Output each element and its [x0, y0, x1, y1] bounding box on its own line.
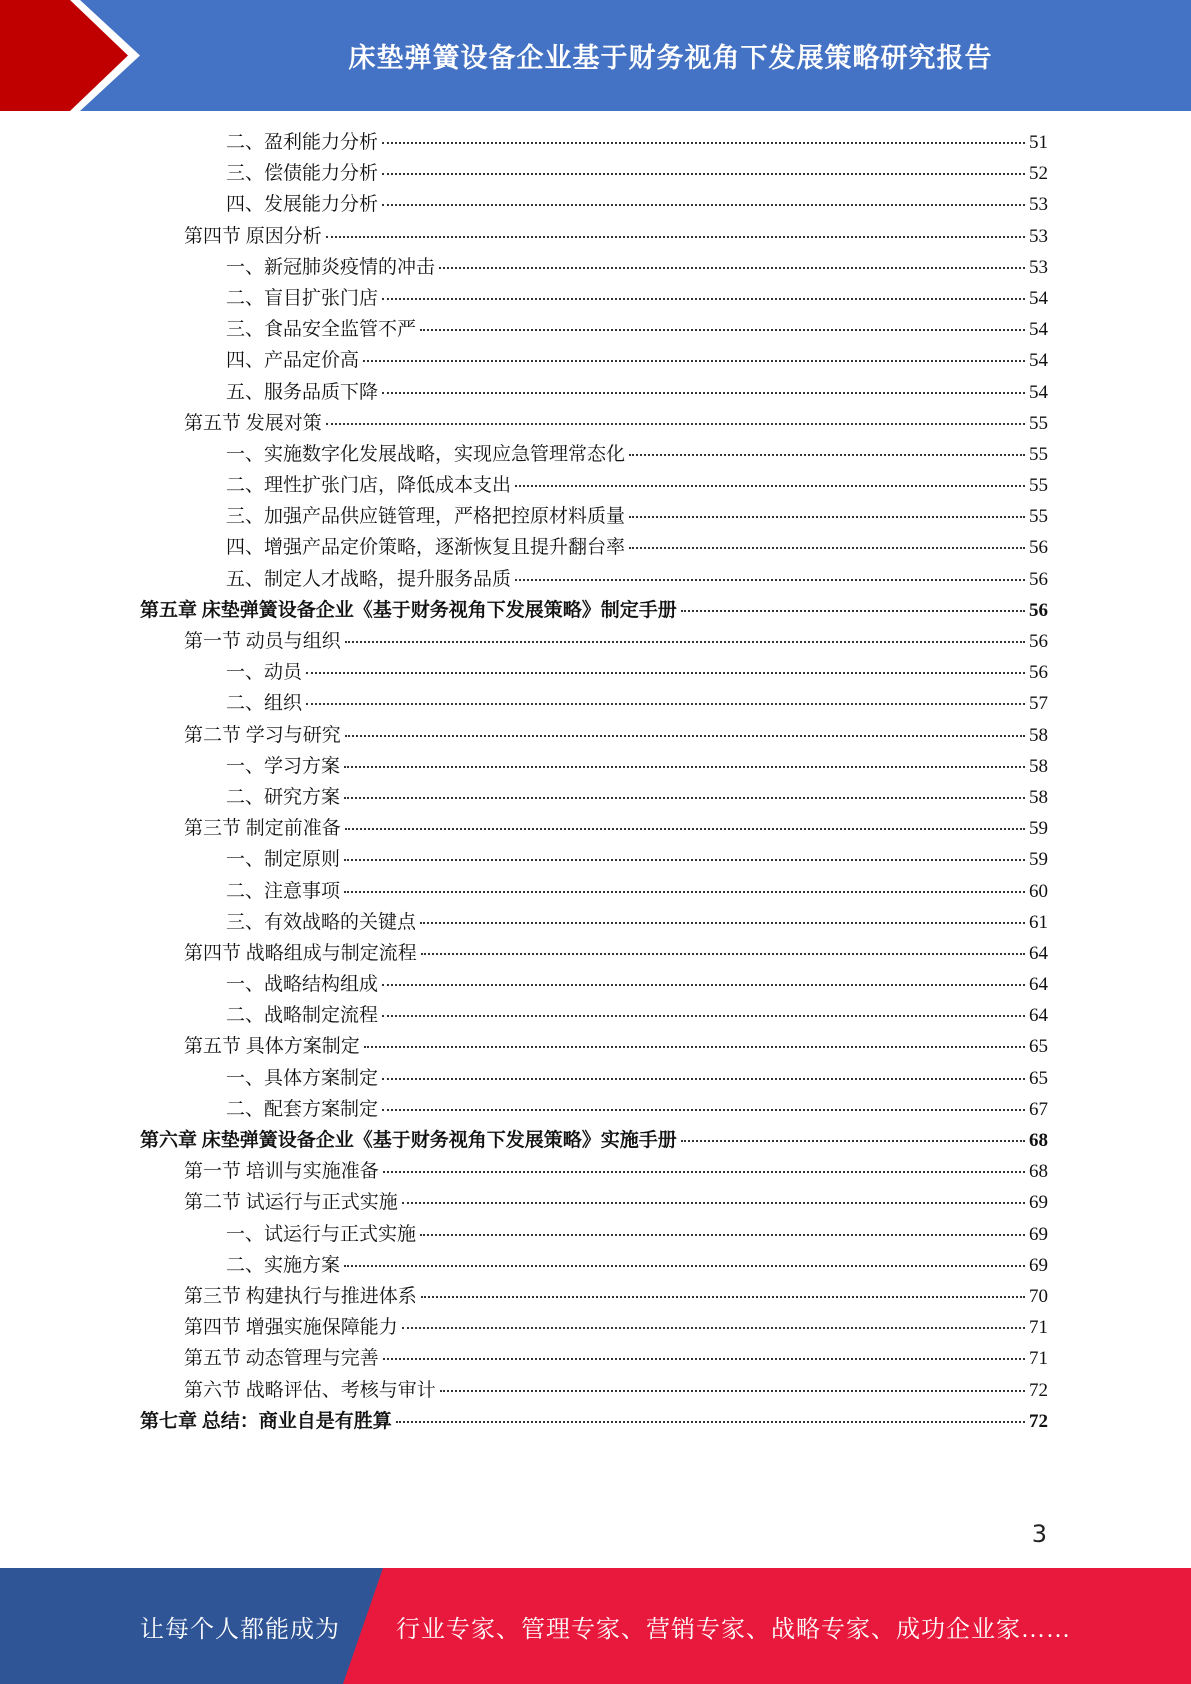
toc-section-entry[interactable]: [140, 1031, 1048, 1062]
toc-subsection-entry[interactable]: [140, 252, 1048, 283]
toc-entry-title: 第六章 床垫弹簧设备企业《基于财务视角下发展策略》实施手册: [140, 1130, 677, 1151]
toc-entry-page: 56: [1029, 631, 1048, 652]
toc-entry-title: 四、发展能力分析: [226, 194, 379, 216]
toc-subsection-entry[interactable]: [140, 501, 1048, 532]
toc-dot-leader: [382, 1015, 1025, 1017]
toc-dot-leader: [344, 797, 1025, 799]
toc-entry-title: 第三节 制定前准备: [184, 818, 341, 840]
toc-entry-title: 四、产品定价高: [226, 350, 360, 372]
toc-subsection-entry[interactable]: [140, 876, 1048, 907]
toc-subsection-entry[interactable]: [140, 283, 1048, 314]
toc-entry-title: 第一节 培训与实施准备: [184, 1161, 379, 1183]
toc-section-entry[interactable]: [140, 626, 1048, 657]
toc-dot-leader: [345, 641, 1025, 643]
toc-entry-title: 三、偿债能力分析: [226, 163, 379, 185]
toc-subsection-entry[interactable]: [140, 1063, 1048, 1094]
toc-dot-leader: [421, 953, 1025, 955]
toc-entry-page: 53: [1029, 256, 1048, 278]
toc-entry-title: 第六节 战略评估、考核与审计: [184, 1379, 436, 1401]
toc-entry-title: 第五节 动态管理与完善: [184, 1348, 379, 1370]
toc-subsection-entry[interactable]: [140, 127, 1048, 158]
toc-entry-page: 54: [1029, 350, 1048, 372]
toc-subsection-entry[interactable]: [140, 532, 1048, 563]
toc-dot-leader: [629, 454, 1025, 456]
toc-subsection-entry[interactable]: [140, 439, 1048, 470]
toc-dot-leader: [363, 360, 1025, 362]
toc-dot-leader: [439, 267, 1025, 269]
toc-entry-page: 64: [1029, 1005, 1048, 1027]
toc-dot-leader: [344, 891, 1025, 893]
toc-section-entry[interactable]: [140, 1343, 1048, 1374]
toc-subsection-entry[interactable]: [140, 907, 1048, 938]
toc-entry-title: 一、战略结构组成: [226, 974, 379, 996]
toc-dot-leader: [326, 423, 1025, 425]
toc-dot-leader: [515, 579, 1025, 581]
toc-entry-page: 68: [1029, 1130, 1048, 1151]
toc-section-entry[interactable]: [140, 938, 1048, 969]
toc-entry-title: 五、制定人才战略，提升服务品质: [226, 568, 512, 590]
toc-entry-title: 第四节 战略组成与制定流程: [184, 942, 417, 964]
toc-entry-page: 55: [1029, 475, 1048, 497]
toc-subsection-entry[interactable]: [140, 189, 1048, 220]
header-arrow-decoration: [0, 0, 160, 111]
toc-entry-page: 58: [1029, 786, 1048, 808]
toc-subsection-entry[interactable]: [140, 751, 1048, 782]
toc-entry-title: 二、研究方案: [226, 786, 341, 808]
toc-entry-page: 56: [1029, 662, 1048, 684]
toc-entry-title: 三、有效战略的关键点: [226, 911, 417, 933]
toc-entry-page: 56: [1029, 537, 1048, 559]
toc-dot-leader: [421, 1296, 1025, 1298]
toc-entry-title: 三、加强产品供应链管理，严格把控原材料质量: [226, 506, 626, 528]
toc-dot-leader: [681, 1140, 1025, 1142]
toc-dot-leader: [344, 859, 1025, 861]
toc-subsection-entry[interactable]: [140, 314, 1048, 345]
toc-entry-title: 二、注意事项: [226, 880, 341, 902]
toc-entry-title: 第二节 学习与研究: [184, 724, 341, 746]
toc-chapter-entry[interactable]: [140, 1125, 1048, 1156]
toc-entry-page: 65: [1029, 1036, 1048, 1058]
toc-entry-page: 55: [1029, 506, 1048, 528]
toc-dot-leader: [345, 828, 1025, 830]
toc-section-entry[interactable]: [140, 720, 1048, 751]
toc-entry-page: 54: [1029, 319, 1048, 341]
toc-entry-page: 68: [1029, 1161, 1048, 1183]
toc-entry-title: 一、具体方案制定: [226, 1067, 379, 1089]
toc-dot-leader: [344, 766, 1025, 768]
toc-subsection-entry[interactable]: [140, 1219, 1048, 1250]
toc-entry-title: 五、服务品质下降: [226, 381, 379, 403]
toc-subsection-entry[interactable]: [140, 158, 1048, 189]
toc-dot-leader: [382, 204, 1025, 206]
toc-entry-title: 二、理性扩张门店，降低成本支出: [226, 475, 512, 497]
document-title: 床垫弹簧设备企业基于财务视角下发展策略研究报告: [348, 43, 993, 74]
toc-entry-page: 69: [1029, 1223, 1048, 1245]
toc-entry-title: 二、盲目扩张门店: [226, 287, 379, 309]
toc-section-entry[interactable]: [140, 1375, 1048, 1406]
toc-entry-title: 第一节 动员与组织: [184, 631, 341, 652]
toc-entry-title: 二、组织: [226, 693, 303, 715]
toc-dot-leader: [515, 485, 1025, 487]
toc-chapter-entry[interactable]: [140, 1406, 1048, 1437]
toc-section-entry[interactable]: [140, 813, 1048, 844]
toc-entry-title: 第七章 总结：商业自是有胜算: [140, 1410, 392, 1432]
toc-entry-page: 67: [1029, 1098, 1048, 1120]
toc-subsection-entry[interactable]: [140, 377, 1048, 408]
page-number: 3: [1031, 1520, 1047, 1548]
toc-section-entry[interactable]: [140, 1281, 1048, 1312]
toc-entry-title: 一、动员: [226, 662, 303, 684]
page-header: [0, 0, 1191, 111]
toc-entry-title: 第四节 增强实施保障能力: [184, 1317, 398, 1339]
toc-entry-page: 71: [1029, 1317, 1048, 1339]
toc-entry-page: 55: [1029, 412, 1048, 434]
toc-dot-leader: [681, 610, 1025, 612]
toc-entry-title: 第五节 具体方案制定: [184, 1036, 360, 1058]
toc-dot-leader: [383, 1358, 1025, 1360]
toc-subsection-entry[interactable]: [140, 782, 1048, 813]
toc-chapter-entry[interactable]: [140, 595, 1048, 626]
toc-entry-page: 53: [1029, 225, 1048, 247]
toc-dot-leader: [382, 298, 1025, 300]
toc-subsection-entry[interactable]: [140, 844, 1048, 875]
toc-entry-title: 一、新冠肺炎疫情的冲击: [226, 256, 436, 278]
toc-entry-page: 59: [1029, 849, 1048, 871]
toc-entry-page: 59: [1029, 818, 1048, 840]
toc-entry-page: 52: [1029, 163, 1048, 185]
toc-dot-leader: [382, 1109, 1025, 1111]
toc-section-entry[interactable]: [140, 221, 1048, 252]
toc-subsection-entry[interactable]: [140, 345, 1048, 376]
footer-slogan-left: 让每个人都能成为: [140, 1616, 340, 1643]
toc-dot-leader: [420, 329, 1025, 331]
toc-entry-page: 54: [1029, 381, 1048, 403]
toc-section-entry[interactable]: [140, 1156, 1048, 1187]
toc-dot-leader: [383, 1171, 1025, 1173]
toc-dot-leader: [364, 1046, 1025, 1048]
toc-dot-leader: [420, 1234, 1025, 1236]
toc-dot-leader: [345, 735, 1025, 737]
toc-entry-page: 69: [1029, 1254, 1048, 1276]
toc-section-entry[interactable]: [140, 408, 1048, 439]
toc-dot-leader: [402, 1202, 1025, 1204]
toc-section-entry[interactable]: [140, 1187, 1048, 1218]
footer-slogan-right: 行业专家、管理专家、营销专家、战略专家、成功企业家……: [396, 1616, 1071, 1643]
toc-entry-page: 70: [1029, 1285, 1048, 1307]
toc-dot-leader: [396, 1421, 1025, 1423]
toc-dot-leader: [382, 392, 1025, 394]
toc-entry-page: 61: [1029, 911, 1048, 933]
toc-entry-page: 56: [1029, 599, 1048, 621]
toc-dot-leader: [420, 922, 1025, 924]
toc-entry-page: 64: [1029, 942, 1048, 964]
toc-dot-leader: [382, 1078, 1025, 1080]
toc-subsection-entry[interactable]: [140, 1250, 1048, 1281]
toc-entry-page: 51: [1029, 132, 1048, 153]
toc-entry-title: 一、试运行与正式实施: [226, 1223, 417, 1245]
toc-entry-page: 53: [1029, 194, 1048, 216]
toc-entry-title: 三、食品安全监管不严: [226, 319, 417, 341]
toc-entry-title: 二、盈利能力分析: [226, 132, 379, 153]
toc-dot-leader: [382, 984, 1025, 986]
toc-entry-title: 一、制定原则: [226, 849, 341, 871]
toc-entry-title: 一、学习方案: [226, 755, 341, 777]
toc-subsection-entry[interactable]: [140, 657, 1048, 688]
toc-entry-page: 57: [1029, 693, 1048, 715]
toc-subsection-entry[interactable]: [140, 470, 1048, 501]
toc-entry-page: 55: [1029, 443, 1048, 465]
toc-subsection-entry[interactable]: [140, 564, 1048, 595]
toc-entry-page: 54: [1029, 287, 1048, 309]
toc-dot-leader: [629, 547, 1025, 549]
toc-entry-page: 60: [1029, 880, 1048, 902]
toc-dot-leader: [382, 173, 1025, 175]
toc-entry-page: 58: [1029, 755, 1048, 777]
toc-entry-page: 71: [1029, 1348, 1048, 1370]
toc-dot-leader: [382, 142, 1025, 144]
page-footer: [0, 1568, 1191, 1684]
table-of-contents: [140, 127, 1048, 1437]
toc-entry-page: 65: [1029, 1067, 1048, 1089]
toc-dot-leader: [326, 236, 1025, 238]
toc-subsection-entry[interactable]: [140, 1000, 1048, 1031]
toc-entry-title: 第五章 床垫弹簧设备企业《基于财务视角下发展策略》制定手册: [140, 599, 677, 621]
toc-entry-page: 72: [1029, 1379, 1048, 1401]
toc-entry-title: 第四节 原因分析: [184, 225, 322, 247]
toc-entry-page: 69: [1029, 1192, 1048, 1214]
toc-subsection-entry[interactable]: [140, 969, 1048, 1000]
toc-entry-title: 二、实施方案: [226, 1254, 341, 1276]
toc-dot-leader: [629, 516, 1025, 518]
toc-dot-leader: [440, 1390, 1025, 1392]
toc-dot-leader: [306, 703, 1025, 705]
toc-entry-title: 第二节 试运行与正式实施: [184, 1192, 398, 1214]
toc-entry-page: 58: [1029, 724, 1048, 746]
toc-entry-page: 56: [1029, 568, 1048, 590]
toc-section-entry[interactable]: [140, 1312, 1048, 1343]
toc-subsection-entry[interactable]: [140, 688, 1048, 719]
toc-dot-leader: [306, 672, 1025, 674]
toc-entry-title: 二、配套方案制定: [226, 1098, 379, 1120]
toc-subsection-entry[interactable]: [140, 1094, 1048, 1125]
toc-entry-title: 第三节 构建执行与推进体系: [184, 1285, 417, 1307]
toc-entry-title: 一、实施数字化发展战略，实现应急管理常态化: [226, 443, 626, 465]
toc-dot-leader: [402, 1327, 1025, 1329]
toc-entry-title: 二、战略制定流程: [226, 1005, 379, 1027]
toc-entry-title: 四、增强产品定价策略，逐渐恢复且提升翻台率: [226, 537, 626, 559]
toc-entry-page: 72: [1029, 1410, 1048, 1432]
toc-entry-page: 64: [1029, 974, 1048, 996]
toc-entry-title: 第五节 发展对策: [184, 412, 322, 434]
toc-dot-leader: [344, 1265, 1025, 1267]
